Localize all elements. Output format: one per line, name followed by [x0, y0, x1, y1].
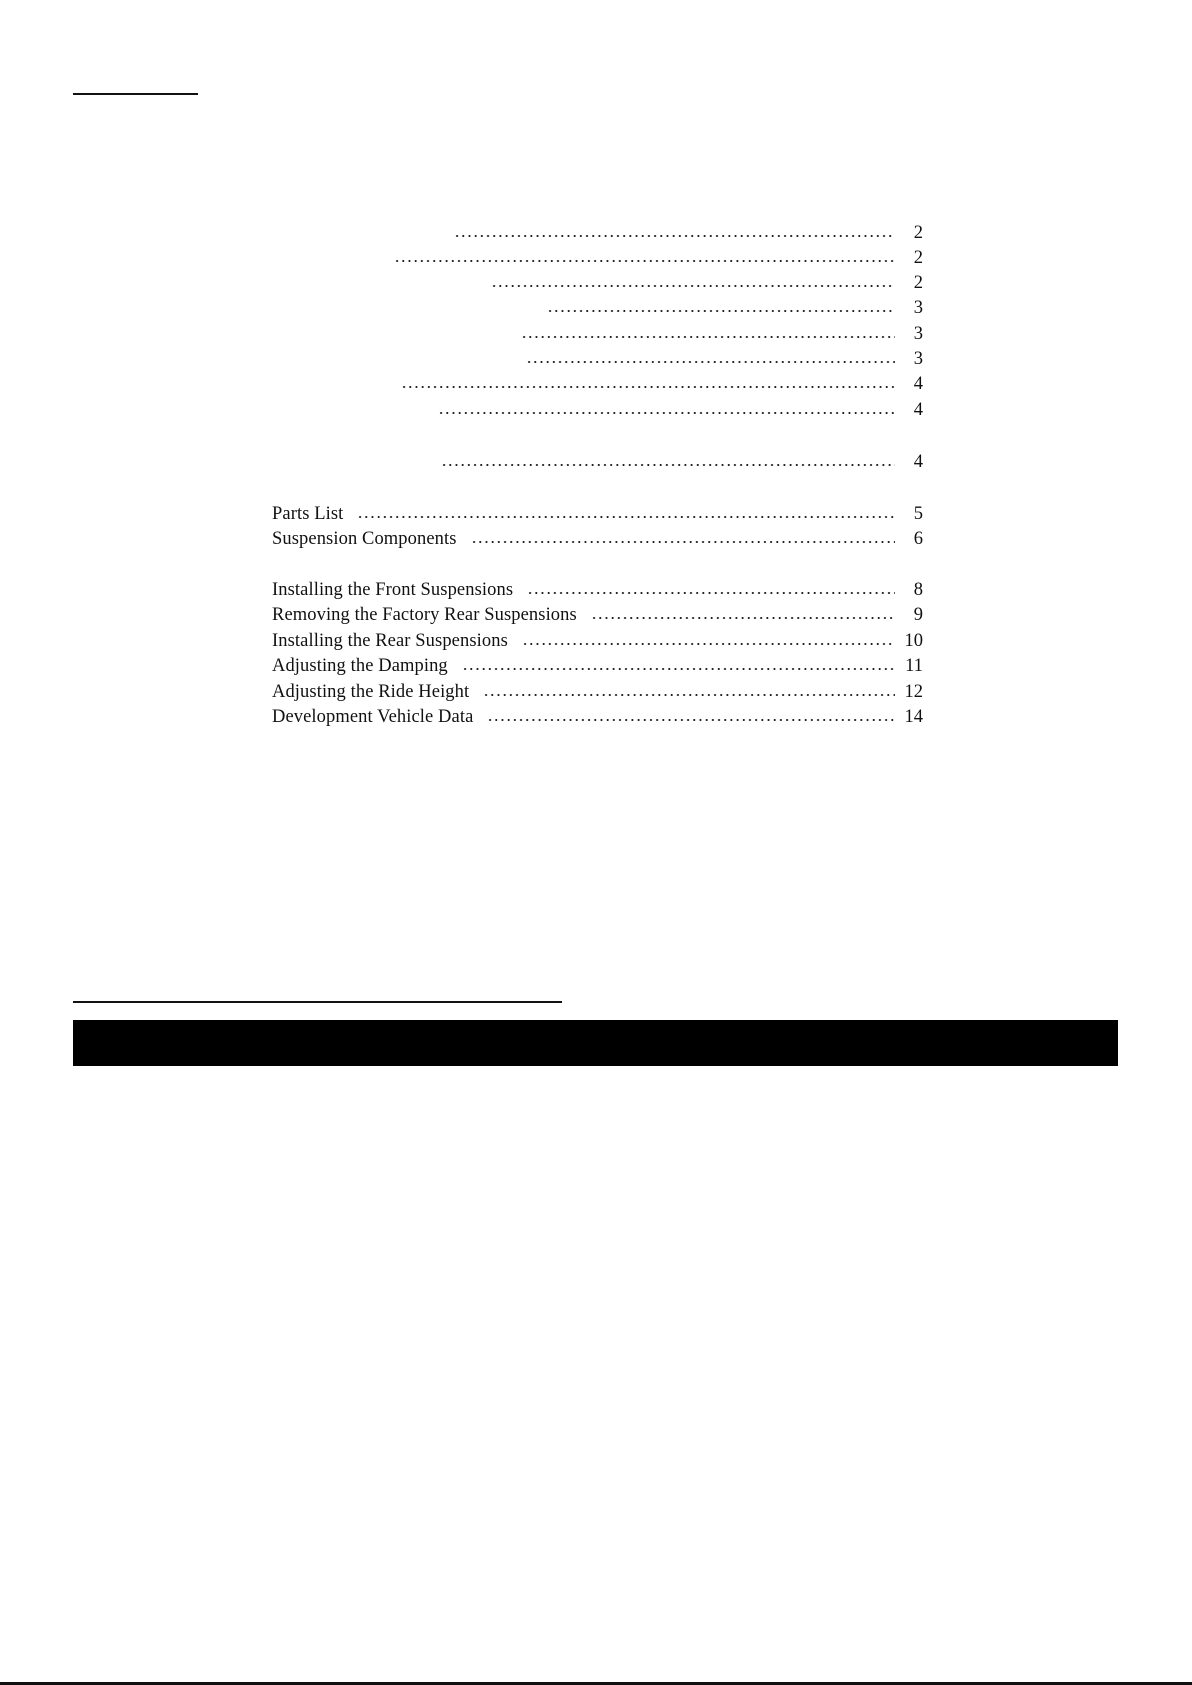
toc-entry[interactable] — [272, 705, 923, 729]
toc-dot-leader — [547, 306, 895, 316]
toc-dot-leader — [401, 382, 895, 392]
toc-page-number: 3 — [913, 349, 923, 369]
toc-entry-title: Adjusting the Damping — [272, 656, 448, 676]
toc-dot-leader — [591, 613, 895, 623]
toc-page-number: 4 — [913, 400, 923, 420]
toc-dot-leader — [521, 332, 895, 342]
toc-page-number: 2 — [913, 273, 923, 293]
toc-page-number: 6 — [913, 529, 923, 549]
toc-dot-leader — [526, 357, 895, 367]
toc-entry-title: Removing the Factory Rear Suspensions — [272, 605, 577, 625]
toc-entry[interactable] — [533, 296, 923, 320]
toc-dot-leader — [441, 460, 895, 470]
toc-dot-leader — [491, 281, 895, 291]
toc-page-number: 11 — [905, 656, 923, 676]
section-rule — [73, 1001, 562, 1003]
toc-entry-title: Parts List — [272, 504, 344, 524]
toc-entry-title: Development Vehicle Data — [272, 707, 474, 727]
toc-page-number: 5 — [913, 504, 923, 524]
toc-page-number: 3 — [913, 324, 923, 344]
toc-dot-leader — [357, 512, 895, 522]
toc-dot-leader — [487, 715, 895, 725]
toc-page-number: 10 — [904, 631, 923, 651]
toc-dot-leader — [454, 231, 895, 241]
toc-entry[interactable] — [387, 372, 923, 396]
toc-entry[interactable] — [272, 578, 923, 602]
toc-page-number: 12 — [904, 682, 923, 702]
toc-entry[interactable] — [272, 603, 923, 627]
table-of-contents — [0, 0, 1192, 760]
toc-entry[interactable] — [272, 680, 923, 704]
toc-page-number: 9 — [913, 605, 923, 625]
toc-dot-leader — [522, 639, 895, 649]
toc-dot-leader — [438, 408, 895, 418]
toc-dot-leader — [394, 256, 895, 266]
toc-dot-leader — [527, 588, 895, 598]
toc-page-number: 14 — [904, 707, 923, 727]
toc-entry[interactable] — [440, 221, 923, 245]
toc-dot-leader — [462, 664, 895, 674]
toc-dot-leader — [483, 690, 895, 700]
toc-page-number: 4 — [913, 374, 923, 394]
toc-page-number: 4 — [913, 452, 923, 472]
toc-entry[interactable] — [272, 629, 923, 653]
toc-entry[interactable] — [427, 450, 923, 474]
toc-page-number: 8 — [913, 580, 923, 600]
toc-page-number: 2 — [913, 223, 923, 243]
toc-entry[interactable] — [512, 347, 923, 371]
toc-entry-title: Installing the Rear Suspensions — [272, 631, 508, 651]
toc-entry-title: Adjusting the Ride Height — [272, 682, 470, 702]
toc-entry[interactable] — [477, 271, 923, 295]
toc-entry[interactable] — [272, 527, 923, 551]
toc-page-number: 2 — [913, 248, 923, 268]
black-banner — [73, 1020, 1118, 1066]
toc-entry[interactable] — [507, 322, 923, 346]
toc-entry[interactable] — [272, 654, 923, 678]
toc-entry[interactable] — [424, 398, 923, 422]
toc-entry[interactable] — [380, 246, 923, 270]
toc-entry[interactable] — [272, 502, 923, 526]
toc-entry-title: Suspension Components — [272, 529, 457, 549]
toc-dot-leader — [471, 537, 895, 547]
toc-entry-title: Installing the Front Suspensions — [272, 580, 514, 600]
toc-page-number: 3 — [913, 298, 923, 318]
